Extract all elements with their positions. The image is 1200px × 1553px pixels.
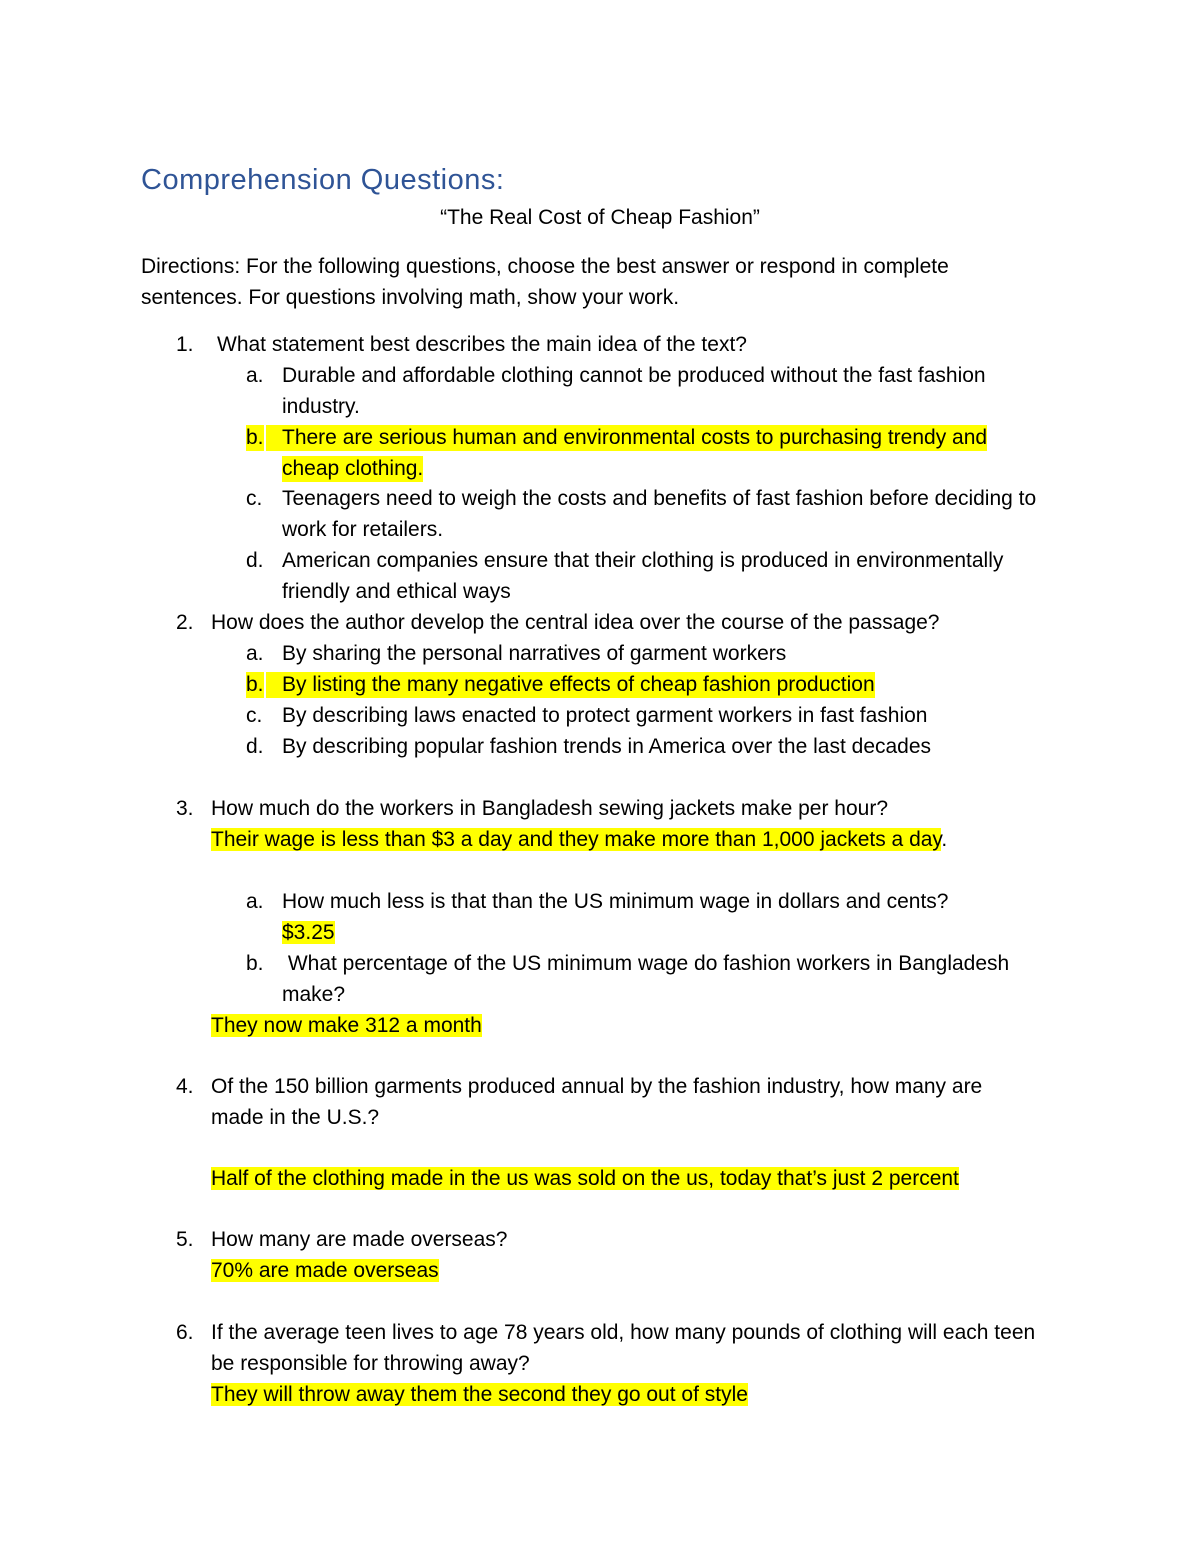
- q3-sub-a-answer-highlight: $3.25: [282, 921, 335, 944]
- directions-line-2: sentences. For questions involving math, show your work.: [141, 286, 680, 309]
- question-6-answer-highlight: They will throw away them the second they go out of style: [211, 1383, 748, 1406]
- q1-option-a-line-2: industry.: [282, 395, 360, 418]
- q1-option-c-letter: c.: [246, 487, 263, 510]
- q2-option-d-letter: d.: [246, 735, 264, 758]
- question-4-number: 4.: [176, 1075, 194, 1098]
- question-4-answer: [211, 1166, 959, 1192]
- question-5-number: 5.: [176, 1228, 194, 1251]
- question-3-answer-highlight: Their wage is less than $3 a day and they make more than 1,000 jackets a day: [211, 828, 942, 851]
- q2-option-b-text: By listing the many negative effects of cheap fashion production: [266, 672, 875, 698]
- q1-option-b-letter: b.: [246, 426, 264, 449]
- q1-option-d-line-2: friendly and ethical ways: [282, 580, 511, 603]
- question-2-number: 2.: [176, 611, 194, 634]
- question-4-line-1: Of the 150 billion garments produced annual by the fashion industry, how many are: [211, 1075, 983, 1098]
- q3-sub-a-letter: a.: [246, 890, 264, 913]
- question-3-answer-period: .: [941, 828, 948, 851]
- question-5-answer-highlight: 70% are made overseas: [211, 1259, 439, 1282]
- question-3-text: How much do the workers in Bangladesh sewing jackets make per hour?: [211, 797, 889, 820]
- page-title: Comprehension Questions:: [141, 164, 505, 196]
- q3-sub-a-text: How much less is that than the US minimum wage in dollars and cents?: [282, 890, 949, 913]
- q1-option-c-line-2: work for retailers.: [282, 518, 444, 541]
- question-6-answer: [211, 1382, 748, 1408]
- question-6-line-1: If the average teen lives to age 78 years old, how many pounds of clothing will each teen: [211, 1321, 1036, 1344]
- question-6-line-2: be responsible for throwing away?: [211, 1352, 530, 1375]
- q2-option-b-letter: b.: [246, 673, 264, 696]
- question-4-line-2: made in the U.S.?: [211, 1106, 380, 1129]
- q1-option-b-line-2: cheap clothing.: [282, 457, 424, 480]
- q3-sub-b-line-1: What percentage of the US minimum wage do fashion workers in Bangladesh: [282, 952, 1010, 975]
- q2-option-a-text: By sharing the personal narratives of garment workers: [282, 642, 787, 665]
- question-4-answer-highlight: Half of the clothing made in the us was sold on the us, today that’s just 2 percent: [211, 1167, 959, 1190]
- article-title: “The Real Cost of Cheap Fashion”: [440, 206, 760, 229]
- q1-option-b-line-1: There are serious human and environmental costs to purchasing trendy and: [266, 425, 987, 451]
- q1-option-d-letter: d.: [246, 549, 264, 572]
- directions-line-1: Directions: For the following questions, choose the best answer or respond in complete: [141, 255, 949, 278]
- question-1-text: What statement best describes the main idea of the text?: [217, 333, 747, 356]
- q1-option-a-letter: a.: [246, 364, 264, 387]
- question-3-answer: [211, 827, 947, 853]
- q2-option-c-letter: c.: [246, 704, 263, 727]
- question-1-number: 1.: [176, 333, 194, 356]
- q2-option-c-text: By describing laws enacted to protect garment workers in fast fashion: [282, 704, 928, 727]
- q2-option-a-letter: a.: [246, 642, 264, 665]
- q1-option-c-line-1: Teenagers need to weigh the costs and benefits of fast fashion before deciding to: [282, 487, 1037, 510]
- q3-sub-b-line-2: make?: [282, 983, 346, 1006]
- q1-option-d-line-1: American companies ensure that their clothing is produced in environmentally: [282, 549, 1004, 572]
- q3-sub-b-answer: [211, 1013, 482, 1039]
- question-2-text: How does the author develop the central idea over the course of the passage?: [211, 611, 940, 634]
- question-5-text: How many are made overseas?: [211, 1228, 508, 1251]
- q3-sub-b-letter: b.: [246, 952, 264, 975]
- q1-option-a-line-1: Durable and affordable clothing cannot be produced without the fast fashion: [282, 364, 986, 387]
- q2-option-d-text: By describing popular fashion trends in America over the last decades: [282, 735, 932, 758]
- question-3-number: 3.: [176, 797, 194, 820]
- question-6-number: 6.: [176, 1321, 194, 1344]
- q3-sub-a-answer: [282, 920, 335, 946]
- question-5-answer: [211, 1258, 439, 1284]
- q3-sub-b-answer-highlight: They now make 312 a month: [211, 1014, 482, 1037]
